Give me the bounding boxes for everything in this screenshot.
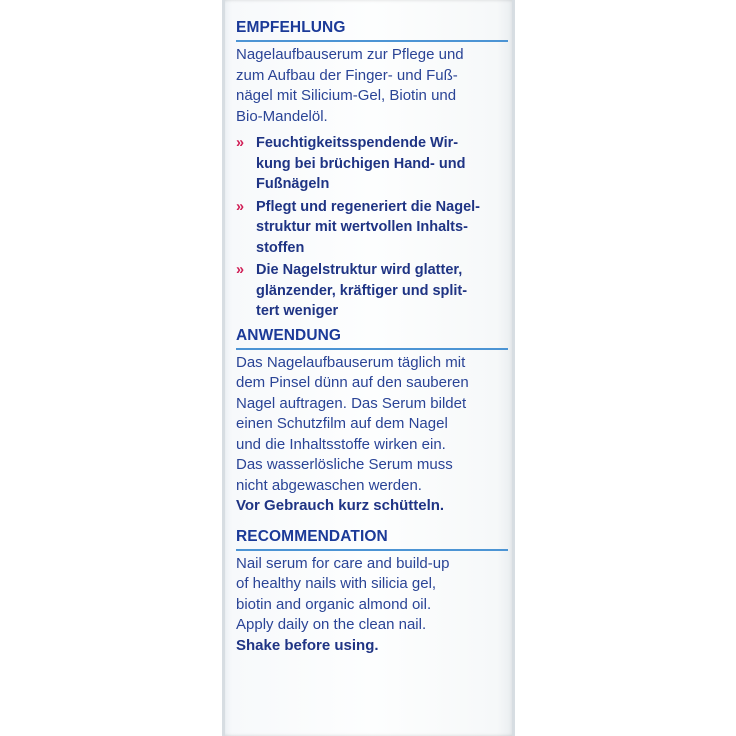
bullet-arrow-icon: » bbox=[236, 198, 245, 215]
bullet-arrow-icon: » bbox=[236, 135, 245, 151]
bullet-text: glänzender, kräftiger und split- bbox=[256, 282, 468, 299]
section-anwendung bbox=[236, 326, 512, 517]
bullet-text: Pflegt und regeneriert die Nagel- bbox=[256, 198, 480, 215]
text-line: und die Inhaltsstoffe wirken ein. bbox=[236, 435, 446, 453]
text-line: Das Nagelaufbauserum täglich mit bbox=[236, 353, 466, 371]
bullet-item bbox=[236, 260, 512, 322]
text-line: of healthy nails with silicia gel, bbox=[236, 575, 437, 592]
shake-instruction-de: Vor Gebrauch kurz schütteln. bbox=[236, 497, 445, 514]
section-empfehlung bbox=[236, 18, 512, 322]
divider-line bbox=[236, 348, 508, 350]
text-line: Nail serum for care and build-up bbox=[236, 554, 450, 572]
text-line: Das wasserlösliche Serum muss bbox=[236, 456, 453, 473]
text-line: nägel mit Silicium-Gel, Biotin und bbox=[236, 87, 457, 104]
bullet-text: Fußnägeln bbox=[256, 176, 330, 192]
shake-instruction-en: Shake before using. bbox=[236, 636, 379, 654]
text-line: Bio-Mandelöl. bbox=[236, 107, 328, 125]
empfehlung-text bbox=[236, 45, 512, 127]
text-line: dem Pinsel dünn auf den sauberen bbox=[236, 374, 469, 391]
bullet-arrow-icon: » bbox=[236, 262, 245, 278]
box-right-edge bbox=[512, 0, 515, 736]
bullet-text: tert weniger bbox=[256, 303, 339, 319]
text-line: nicht abgewaschen werden. bbox=[236, 476, 422, 494]
heading-anwendung: ANWENDUNG bbox=[236, 326, 342, 344]
box-left-edge bbox=[222, 0, 225, 736]
heading-recommendation: RECOMMENDATION bbox=[236, 527, 388, 545]
text-line: Nagel auftragen. Das Serum bildet bbox=[236, 394, 467, 412]
bullet-item bbox=[236, 133, 512, 195]
text-line: zum Aufbau der Finger- und Fuß- bbox=[236, 66, 458, 84]
recommendation-text bbox=[236, 554, 512, 657]
divider-line bbox=[236, 549, 508, 551]
bullet-text: struktur mit wertvollen Inhalts- bbox=[256, 219, 468, 235]
bullet-text: kung bei brüchigen Hand- und bbox=[256, 155, 466, 172]
bullet-text: stoffen bbox=[256, 239, 305, 256]
section-recommendation bbox=[236, 527, 512, 657]
heading-empfehlung: EMPFEHLUNG bbox=[236, 19, 346, 36]
label-text bbox=[236, 18, 512, 656]
text-line: Apply daily on the clean nail. bbox=[236, 616, 427, 633]
text-line: Nagelaufbauserum zur Pflege und bbox=[236, 46, 464, 63]
text-line: einen Schutzfilm auf dem Nagel bbox=[236, 415, 448, 432]
text-line: biotin and organic almond oil. bbox=[236, 595, 432, 613]
anwendung-text bbox=[236, 353, 512, 517]
bullet-item bbox=[236, 197, 512, 259]
bullet-text: Feuchtigkeitsspendende Wir- bbox=[256, 135, 459, 151]
bullet-text: Die Nagelstruktur wird glatter, bbox=[256, 262, 463, 278]
divider-line bbox=[236, 40, 508, 42]
